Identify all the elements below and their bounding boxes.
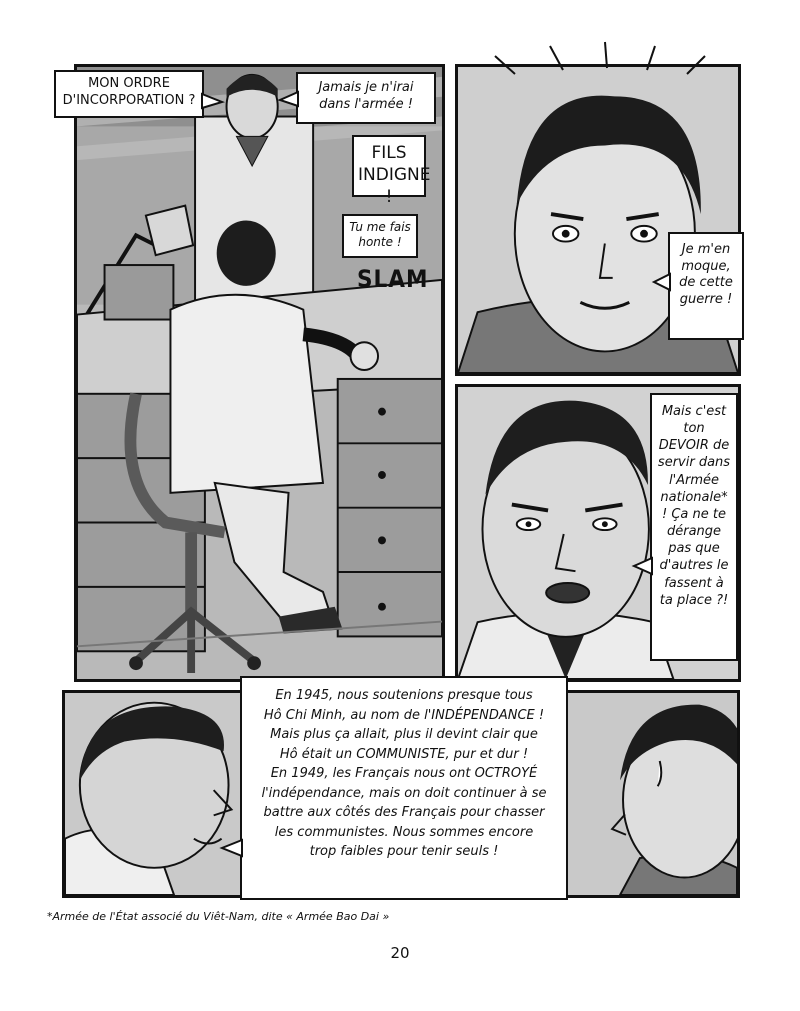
bubble-fils-indigne: FILS INDIGNE ! (352, 135, 426, 197)
bubble-jamais-tail (278, 90, 300, 110)
bubble-mais-cest-ton-devoir: Mais c'est ton DEVOIR de servir dans l'Armée nationale* ! Ça ne te dérange pas que d'autres le fassent à ta place ?! (650, 393, 738, 661)
narration-line-8: les communistes. Nous sommes encore (274, 824, 534, 840)
narration-line-6: l'indépendance, mais on doit continuer à se (261, 785, 547, 801)
narration-line-2: Hô Chi Minh, au nom de l'INDÉPENDANCE ! (263, 707, 545, 723)
bubble-jamais: Jamais je n'irai dans l'armée ! (296, 72, 436, 124)
narration-line-7: battre aux côtés des Français pour chasser (263, 805, 545, 820)
bubble-tu-me-fais-honte: Tu me fais honte ! (342, 214, 418, 258)
slam-sound-effect: SLAM (357, 265, 429, 293)
footnote: *Armée de l'État associé du Viêt-Nam, dite « Armée Bao Dai » (47, 910, 390, 923)
panel-son-emphasis-lines (455, 36, 741, 76)
bubble-mon-ordre: MON ORDRE D'INCORPORATION ? (54, 70, 204, 118)
narration-line-9: trop faibles pour tenir seuls ! (309, 844, 499, 859)
narration-line-1: En 1945, nous soutenions presque tous (275, 688, 533, 703)
narration-box (240, 676, 568, 900)
bubble-devoir-tail (632, 556, 654, 578)
bubble-je-men-moque-tail (652, 272, 672, 294)
bubble-mon-ordre-tail (196, 92, 226, 112)
narration-line-5: En 1949, les Français nous ont OCTROYÉ (270, 766, 538, 781)
bubble-je-men-moque: Je m'en moque, de cette guerre ! (668, 232, 744, 340)
narration-box-tail (220, 838, 244, 860)
narration-line-3: Mais plus ça allait, plus il devint clair que (270, 727, 538, 742)
page-number: 20 (390, 944, 410, 962)
narration-line-4: Hô était un COMMUNISTE, pur et dur ! (279, 746, 529, 762)
